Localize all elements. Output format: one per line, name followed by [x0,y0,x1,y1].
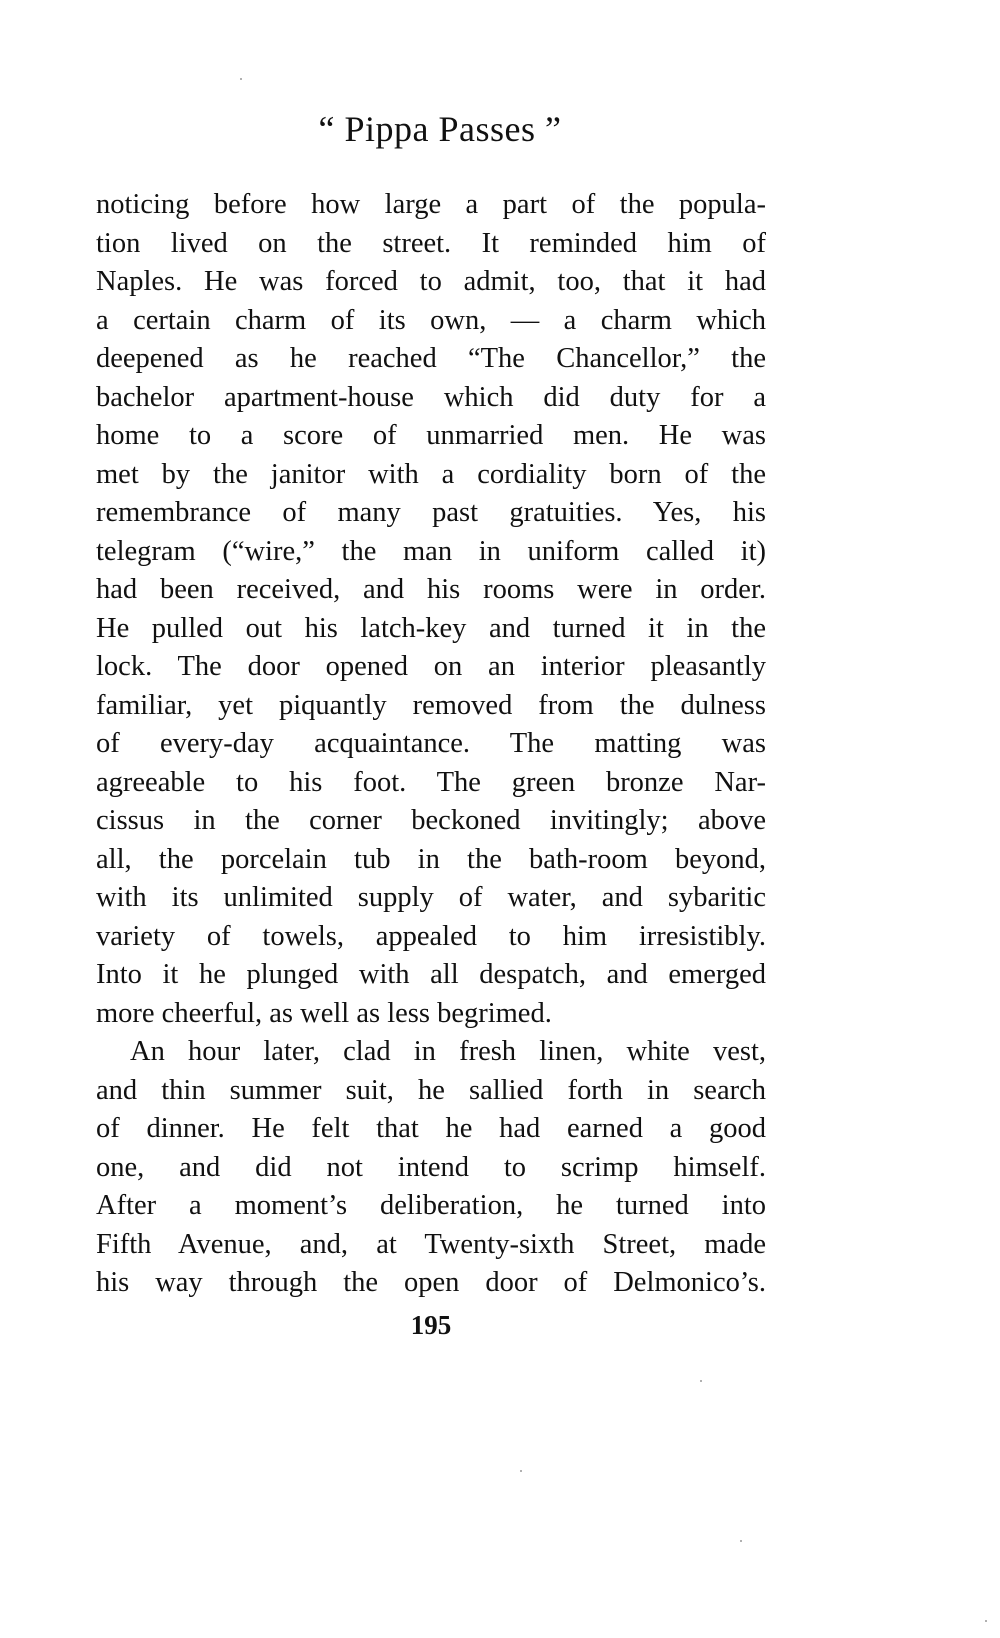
text-line: bachelor apartment-house which did duty for a [96,381,766,413]
body-text [96,186,766,1303]
text-line: and thin summer suit, he sallied forth in search [96,1074,766,1106]
text-line: of every-day acquaintance. The matting was [96,728,766,759]
paragraph-1 [96,186,766,1033]
text-line: telegram (“wire,” the man in uniform called it) [96,535,766,567]
text-line: variety of towels, appealed to him irresistibly. [96,920,766,952]
text-line: noticing before how large a part of the popula- [96,189,766,220]
scan-speck [520,1470,522,1472]
running-title: “ Pippa Passes ” [318,109,562,149]
scan-speck [700,1380,702,1382]
text-line: After a moment’s deliberation, he turned into [96,1190,766,1221]
text-line: tion lived on the street. It reminded him of [96,227,766,259]
text-line: lock. The door opened on an interior pleasantly [96,651,766,682]
text-line: a certain charm of its own, — a charm which [96,304,766,336]
text-line: He pulled out his latch-key and turned it in the [96,612,766,644]
text-line: one, and did not intend to scrimp himself. [96,1151,766,1183]
text-line: cissus in the corner beckoned invitingly; above [96,805,766,836]
text-line: remembrance of many past gratuities. Yes, his [96,497,766,528]
text-line: all, the porcelain tub in the bath-room beyond, [96,843,766,875]
scan-speck [240,78,242,80]
text-line: his way through the open door of Delmonico’s. [96,1267,766,1298]
text-line: Fifth Avenue, and, at Twenty-sixth Street, made [96,1228,766,1260]
page-number: 195 [410,1310,452,1340]
text-line: agreeable to his foot. The green bronze Nar- [96,766,766,798]
text-line: of dinner. He felt that he had earned a good [96,1113,766,1144]
text-line: Naples. He was forced to admit, too, that it had [96,266,766,297]
text-line: deepened as he reached “The Chancellor,” the [96,343,766,374]
text-line: Into it he plunged with all despatch, and emerged [96,959,766,990]
text-line: more cheerful, as well as less begrimed. [96,997,552,1029]
scan-speck [740,1540,742,1542]
text-line: home to a score of unmarried men. He was [96,420,766,451]
scan-speck [985,1620,987,1622]
text-line: An hour later, clad in fresh linen, white vest, [130,1036,766,1067]
text-line: had been received, and his rooms were in order. [96,574,766,605]
text-line: met by the janitor with a cordiality born of the [96,458,766,490]
text-line: familiar, yet piquantly removed from the dulness [96,689,766,721]
text-line: with its unlimited supply of water, and sybaritic [96,882,766,913]
paragraph-2 [96,1033,766,1303]
